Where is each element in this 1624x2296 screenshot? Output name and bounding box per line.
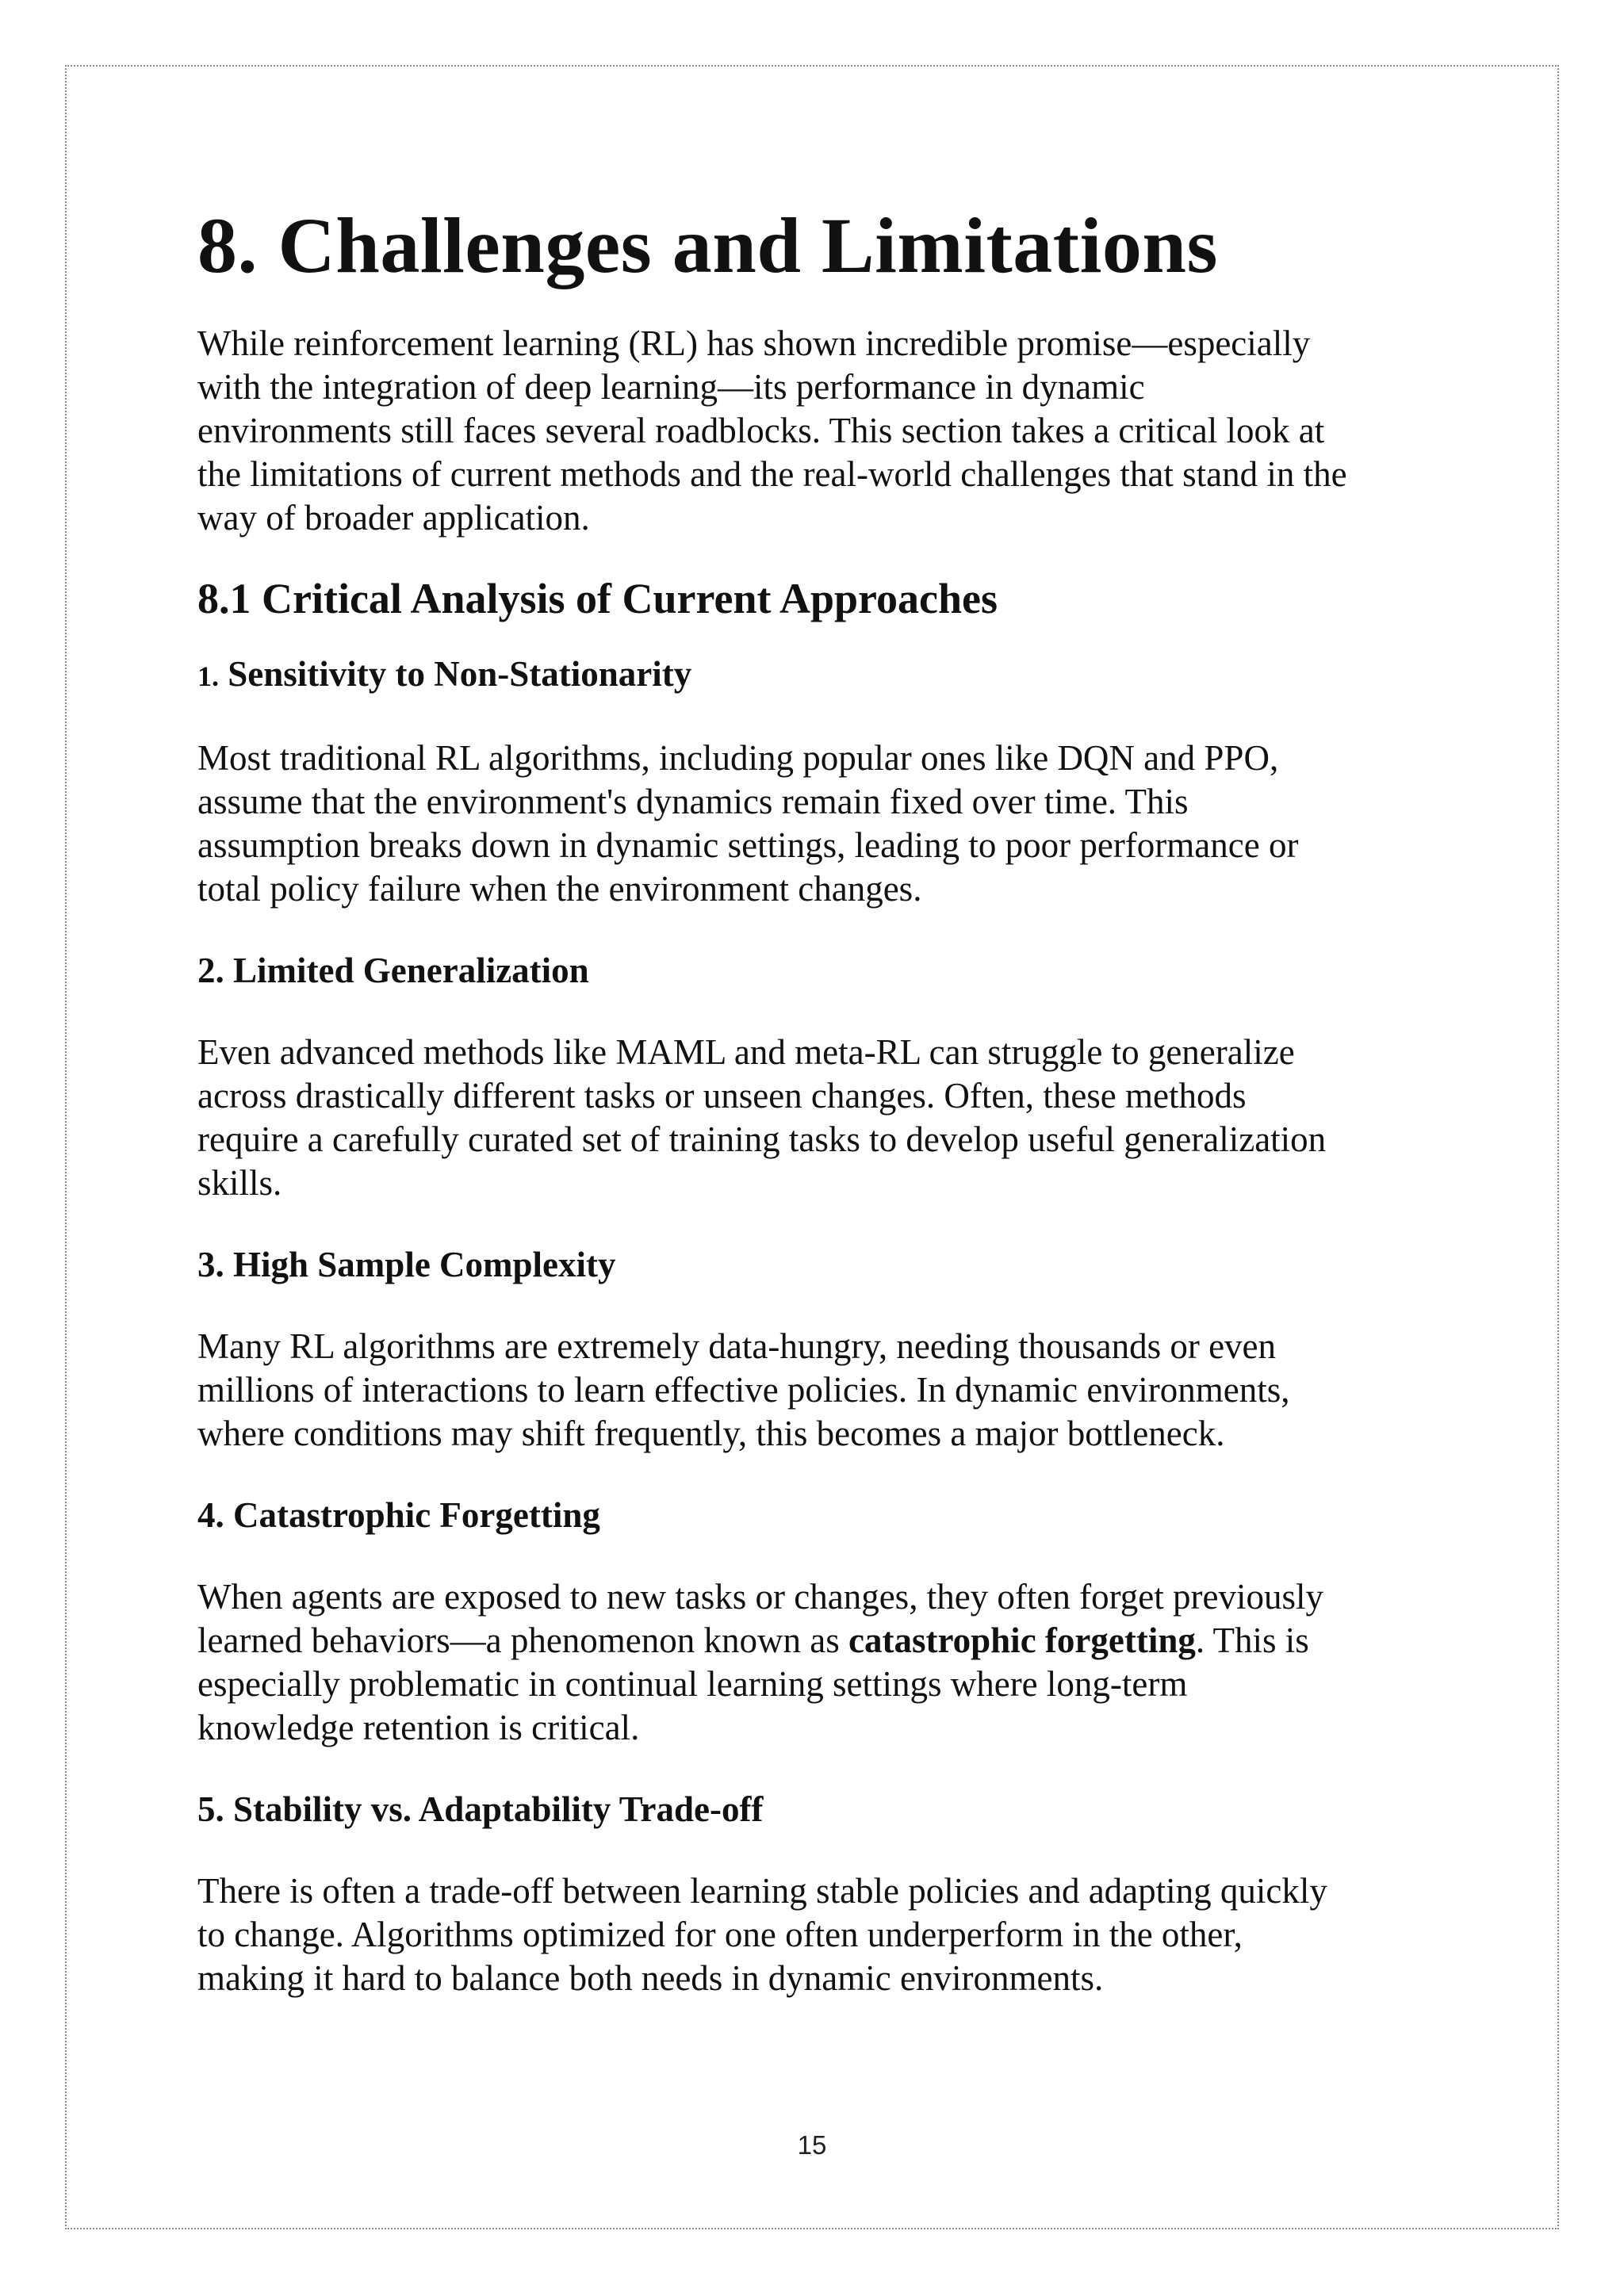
subsection-heading-2: 2. Limited Generalization xyxy=(197,951,589,990)
subsection-title: Sensitivity to Non-Stationarity xyxy=(219,654,692,694)
page-content xyxy=(197,198,1466,2038)
subsection-number: 1. xyxy=(197,660,219,692)
subsection-body-5: There is often a trade-off between learning stable policies and adapting quickly to change. Algorithms optimized for one often underperform in the other, making it hard to balance both needs in dynamic environments. xyxy=(197,1871,1327,1998)
subsection-body-2: Even advanced methods like MAML and meta-RL can struggle to generalize across drastically different tasks or unseen changes. Often, these methods require a carefully curated set of training tasks to develop useful generalization skills. xyxy=(197,1032,1327,1203)
subsection-body-3: Many RL algorithms are extremely data-hungry, needing thousands or even millions of interactions to learn effective policies. In dynamic environments, where conditions may shift frequently, this becomes a major bottleneck. xyxy=(197,1326,1290,1453)
subsection-heading-3: 3. High Sample Complexity xyxy=(197,1245,616,1284)
subsection-body-1: Most traditional RL algorithms, including popular ones like DQN and PPO, assume that the environment's dynamics remain fixed over time. This assumption breaks down in dynamic settings, leading to poor performance or total policy failure when the environment changes. xyxy=(197,738,1299,909)
section-heading: 8.1 Critical Analysis of Current Approaches xyxy=(197,575,998,622)
subsection-heading-1 xyxy=(197,652,1466,698)
body-text: When agents are exposed to new tasks or changes, they often forget previously learned behaviors—a phenomenon known as xyxy=(197,1577,1323,1660)
intro-paragraph: While reinforcement learning (RL) has shown incredible promise—especially with the integration of deep learning—its performance in dynamic environments still faces several roadblocks. This section takes a critical look at the limitations of current methods and the real-world challenges that stand in the way of broader application. xyxy=(197,323,1347,538)
page-number: 15 xyxy=(797,2130,827,2160)
emphasized-term: catastrophic forgetting xyxy=(848,1621,1196,1660)
subsection-heading-4: 4. Catastrophic Forgetting xyxy=(197,1495,600,1535)
body-text: . This is especially problematic in continual learning settings where long-term knowledge retention is critical. xyxy=(197,1621,1309,1747)
subsection-body-4 xyxy=(197,1575,1466,1750)
chapter-title: 8. Challenges and Limitations xyxy=(197,201,1218,289)
subsection-heading-5: 5. Stability vs. Adaptability Trade-off xyxy=(197,1789,764,1829)
